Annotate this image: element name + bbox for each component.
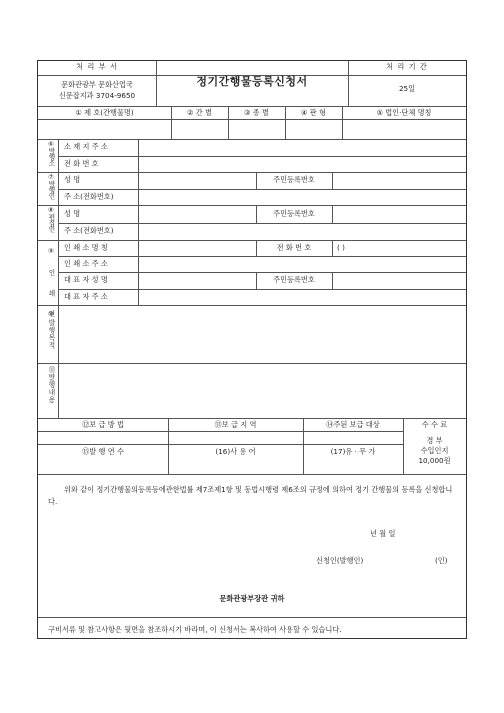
dept-line-2: 신문잡지과 3704-9650 xyxy=(58,91,136,100)
rule xyxy=(38,139,466,140)
rule xyxy=(38,444,403,445)
declaration-text: 위와 같이 정기간행물의등록등에관한법률 제7조제1항 및 동법시행령 제6조의 규정에 의하여 정기 간행물의 등록을 신청합니다. xyxy=(48,485,453,506)
rule xyxy=(38,418,466,419)
title-col-label: ① 제 호(간행물명) xyxy=(75,108,134,117)
form-title: 정기간행물등록신청서 xyxy=(196,75,308,88)
side-label-content: ⑪발행내용 xyxy=(47,366,55,404)
fee-line-1: 경 부 xyxy=(426,436,443,445)
printer-phone-label: 전 화 번 호 xyxy=(276,243,312,252)
rule xyxy=(38,363,466,364)
rule xyxy=(332,272,333,289)
fee-line-3: 10,000원 xyxy=(418,456,451,465)
rule xyxy=(332,205,333,223)
rule xyxy=(38,240,466,241)
rule xyxy=(38,106,466,107)
side-label-publisher-office: ⑥발행소 xyxy=(47,140,55,166)
editor-name-label: 성 명 xyxy=(64,209,81,218)
rule xyxy=(58,289,466,290)
jong-label: ③ 종 별 xyxy=(244,108,269,117)
footer-note: 구비서류 및 참고사항은 뒷면을 참조하시기 바라며, 이 신청서는 복사하여 사용할 수 있습니다. xyxy=(48,625,342,634)
rule xyxy=(58,189,466,190)
rule xyxy=(38,305,466,306)
side-label-printer: ⑨ 인 쇄 인 xyxy=(47,247,55,320)
fee-line-2: 수입인지 xyxy=(420,446,449,455)
language-label: (16)사 용 어 xyxy=(215,447,256,456)
addressee: 문화관광부장관 귀하 xyxy=(219,594,285,603)
publisher-name-label: 성 명 xyxy=(64,175,81,184)
distribution-method-label: ⑫보 급 방 법 xyxy=(82,420,124,429)
editor-rrn-label: 주민등록번호 xyxy=(273,209,315,218)
registration-form xyxy=(37,60,467,639)
distribution-target-label: ⑭주된 보급 대상 xyxy=(326,420,380,429)
rule xyxy=(38,119,466,120)
fee-label: 수 수 료 xyxy=(421,420,448,429)
period-label: 처 리 기 간 xyxy=(386,62,428,71)
rule xyxy=(58,139,59,418)
pub-years-label: ⑮발 행 연 수 xyxy=(82,447,124,456)
corp-label: ⑤ 법인·단체 명칭 xyxy=(376,108,432,117)
kan-label: ② 간 별 xyxy=(187,108,212,117)
rule xyxy=(138,139,139,305)
rule xyxy=(332,172,333,189)
dept-label: 처 리 부 서 xyxy=(76,62,118,71)
paid-free-label: (17)유 · 무 가 xyxy=(330,447,376,456)
side-label-purpose: ⑩발행목적 xyxy=(47,310,55,350)
rule xyxy=(58,256,466,257)
rule xyxy=(38,431,403,432)
seal-mark: (인) xyxy=(435,556,448,565)
printer-address-label: 인 쇄 소 주 소 xyxy=(64,259,108,268)
publisher-rrn-label: 주민등록번호 xyxy=(273,175,315,184)
rule xyxy=(38,474,466,475)
rule xyxy=(38,172,466,173)
rule xyxy=(58,156,466,157)
rule xyxy=(38,617,466,618)
date-line: 년 월 일 xyxy=(370,529,396,538)
printer-phone-paren: ( ) xyxy=(337,243,345,252)
dept-line-1: 문화관광부 문화산업국 xyxy=(61,80,133,89)
distribution-region-label: ⑬보 급 지 역 xyxy=(214,420,257,429)
office-phone-label: 전 화 번 호 xyxy=(64,159,99,168)
office-address-label: 소 재 지 주 소 xyxy=(64,142,108,151)
rep-address-label: 대 표 자 주 소 xyxy=(64,292,108,301)
period-value: 25일 xyxy=(398,84,416,93)
rep-rrn-label: 주민등록번호 xyxy=(273,275,315,284)
side-label-publisher: ⑦발행인 xyxy=(47,173,55,199)
rule xyxy=(58,272,466,273)
rep-name-label: 대 표 자 성 명 xyxy=(64,275,108,284)
applicant-label: 신청인(발행인) xyxy=(316,556,364,565)
rule xyxy=(58,223,466,224)
publisher-address-label: 주 소(전화번호) xyxy=(64,192,114,201)
rule xyxy=(332,240,333,256)
pan-label: ④ 판 형 xyxy=(301,108,326,117)
rule xyxy=(38,205,466,206)
side-label-editor: ⑧편집인 xyxy=(47,206,55,232)
editor-address-label: 주 소(전화번호) xyxy=(64,226,114,235)
printer-name-label: 인 쇄 소 명 칭 xyxy=(64,243,108,252)
